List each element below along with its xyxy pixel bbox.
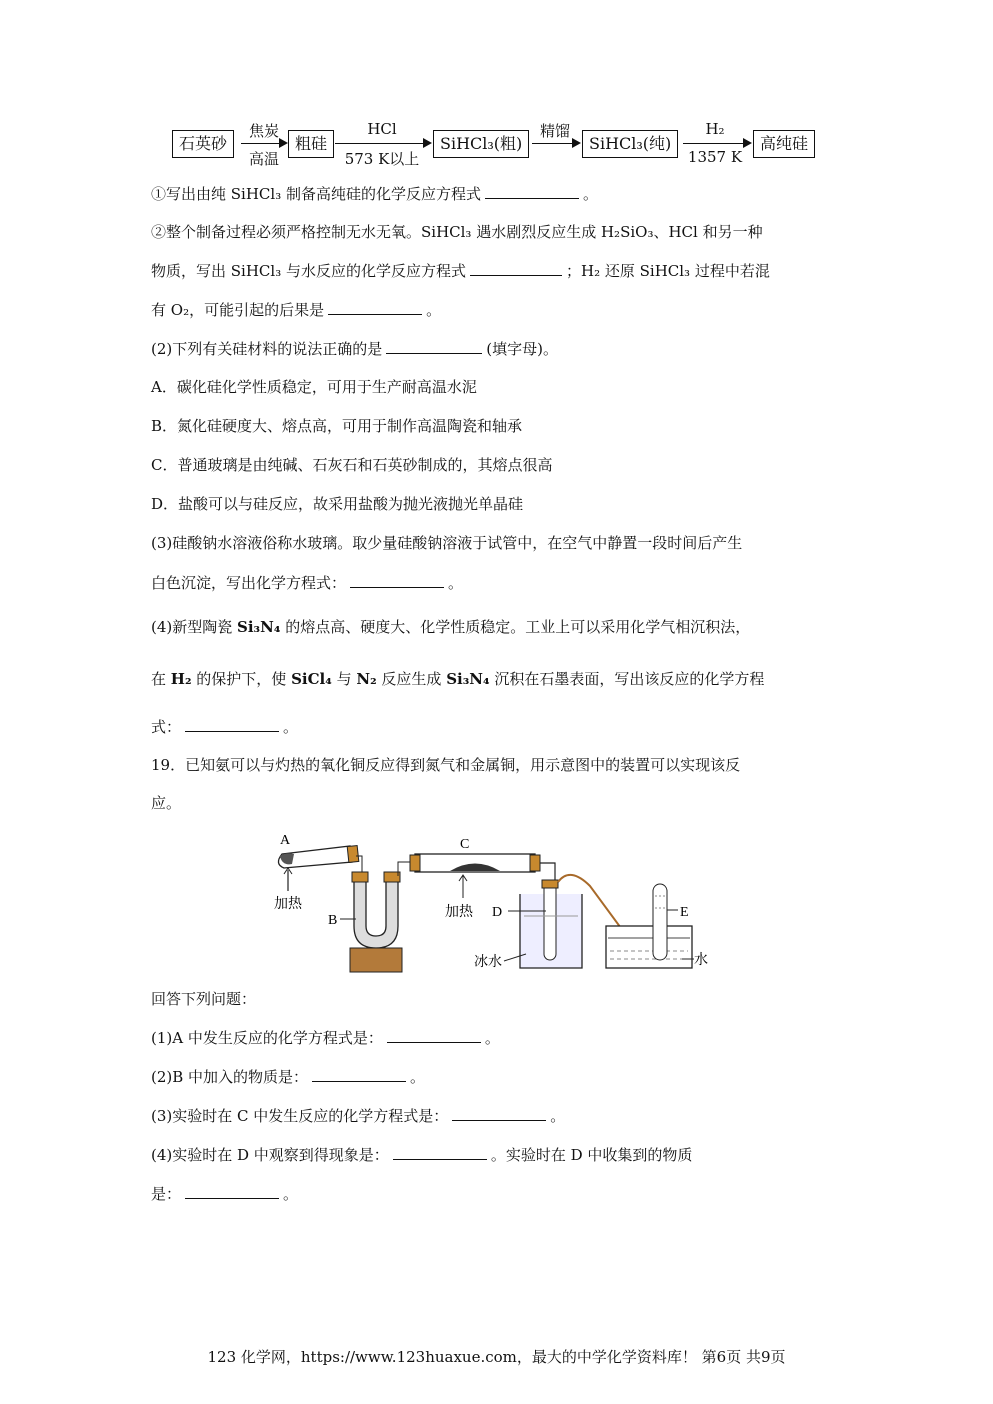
- flow-box-sihcl3-pure: SiHCl₃(纯): [582, 130, 678, 158]
- page-footer: 123 化学网，https://www.123huaxue.com，最大的中学化学资料库！ 第6页 共9页: [207, 1348, 786, 1366]
- flow-box-crude-si: 粗硅: [288, 130, 334, 158]
- label-heat-2: 加热: [445, 905, 473, 920]
- combustion-tube-c: [410, 854, 555, 884]
- arrow-head-icon: [572, 138, 581, 148]
- flow-label-hightemp: 高温: [248, 150, 279, 168]
- q2-option-b: B．氮化硅硬度大、熔点高，可用于制作高温陶瓷和轴承: [151, 417, 523, 435]
- q1-line4: 有 O₂，可能引起的后果是 。: [151, 301, 442, 319]
- answer-4: (4)实验时在 D 中观察到得现象是： 。实验时在 D 中收集到的物质: [151, 1146, 693, 1164]
- q4-line1: (4)新型陶瓷 Si₃N₄ 的熔点高、硬度大、化学性质稳定。工业上可以采用化学气相沉积法，: [151, 618, 751, 636]
- flow-arrow-3: [532, 143, 572, 144]
- q1-line2: ②整个制备过程必须严格控制无水无氧。SiHCl₃ 遇水剧烈反应生成 H₂SiO₃、HCl 和另一种: [151, 223, 763, 241]
- flow-arrow-4: [683, 143, 743, 144]
- q1-line3: 物质，写出 SiHCl₃ 与水反应的化学反应方程式 ；H₂ 还原 SiHCl₃ 过程中若混: [151, 262, 770, 280]
- answer-blank[interactable]: [387, 1027, 481, 1043]
- flow-box-quartz: 石英砂: [172, 130, 234, 158]
- q19-line2: 应。: [151, 794, 182, 812]
- label-heat-1: 加热: [274, 897, 302, 912]
- answer-5: 是： 。: [151, 1185, 299, 1203]
- water-trough-e: [606, 884, 692, 968]
- flow-label-distill: 精馏: [539, 122, 570, 140]
- flow-arrow-1: [241, 143, 279, 144]
- flow-label-573k: 573 K以上: [344, 150, 420, 168]
- answer-blank[interactable]: [312, 1066, 406, 1082]
- flow-label-coke: 焦炭: [248, 122, 279, 140]
- apparatus-figure: [270, 826, 720, 976]
- flow-arrow-2: [335, 143, 423, 144]
- q19-line1: 19．已知氨可以与灼热的氧化铜反应得到氮气和金属铜，用示意图中的装置可以实现该反: [151, 756, 741, 774]
- label-c: C: [460, 837, 470, 852]
- answer-blank[interactable]: [485, 183, 579, 199]
- q2-option-c: C．普通玻璃是由纯碱、石灰石和石英砂制成的，其熔点很高: [151, 456, 553, 474]
- q2-option-a: A．碳化硅化学性质稳定，可用于生产耐高温水泥: [151, 378, 477, 396]
- answer-blank[interactable]: [350, 572, 444, 588]
- label-water: 水: [694, 953, 708, 968]
- q3-line2: 白色沉淀，写出化学方程式： 。: [151, 574, 464, 592]
- label-d: D: [492, 905, 503, 920]
- flow-box-pure-si: 高纯硅: [753, 130, 815, 158]
- answer-blank[interactable]: [185, 716, 279, 732]
- q3-line1: (3)硅酸钠水溶液俗称水玻璃。取少量硅酸钠溶液于试管中，在空气中静置一段时间后产生: [151, 534, 743, 552]
- label-e: E: [680, 905, 689, 920]
- q1-line1: ①写出由纯 SiHCl₃ 制备高纯硅的化学反应方程式 。: [151, 185, 598, 203]
- answer-1: (1)A 中发生反应的化学方程式是： 。: [151, 1029, 500, 1047]
- answer-blank[interactable]: [470, 260, 562, 276]
- answer-3: (3)实验时在 C 中发生反应的化学方程式是： 。: [151, 1107, 566, 1125]
- label-ice-water: 冰水: [474, 955, 502, 970]
- flow-label-1357k: 1357 K: [687, 148, 743, 166]
- u-tube-b: [350, 856, 410, 972]
- q2-stem: (2)下列有关硅材料的说法正确的是 (填字母)。: [151, 340, 558, 358]
- flow-label-h2: H₂: [705, 120, 725, 138]
- test-tube-a: [278, 846, 358, 868]
- answer-blank[interactable]: [328, 299, 422, 315]
- arrow-head-icon: [743, 138, 752, 148]
- q4-line3: 式： 。: [151, 718, 299, 736]
- flow-label-hcl: HCl: [367, 120, 397, 138]
- flow-box-sihcl3-crude: SiHCl₃(粗): [433, 130, 529, 158]
- answer-blank[interactable]: [185, 1183, 279, 1199]
- q4-line2: 在 H₂ 的保护下，使 SiCl₄ 与 N₂ 反应生成 Si₃N₄ 沉积在石墨表面，写出该反应的化学方程: [151, 670, 765, 688]
- answer-2: (2)B 中加入的物质是： 。: [151, 1068, 426, 1086]
- answers-intro: 回答下列问题：: [151, 990, 257, 1008]
- q2-option-d: D．盐酸可以与硅反应，故采用盐酸为抛光液抛光单晶硅: [151, 495, 524, 513]
- label-a: A: [280, 833, 291, 848]
- arrow-head-icon: [423, 138, 432, 148]
- label-b: B: [328, 913, 338, 928]
- answer-blank[interactable]: [452, 1105, 546, 1121]
- answer-blank[interactable]: [393, 1144, 487, 1160]
- beaker-d: [520, 880, 582, 968]
- answer-blank[interactable]: [386, 338, 482, 354]
- arrow-head-icon: [279, 138, 288, 148]
